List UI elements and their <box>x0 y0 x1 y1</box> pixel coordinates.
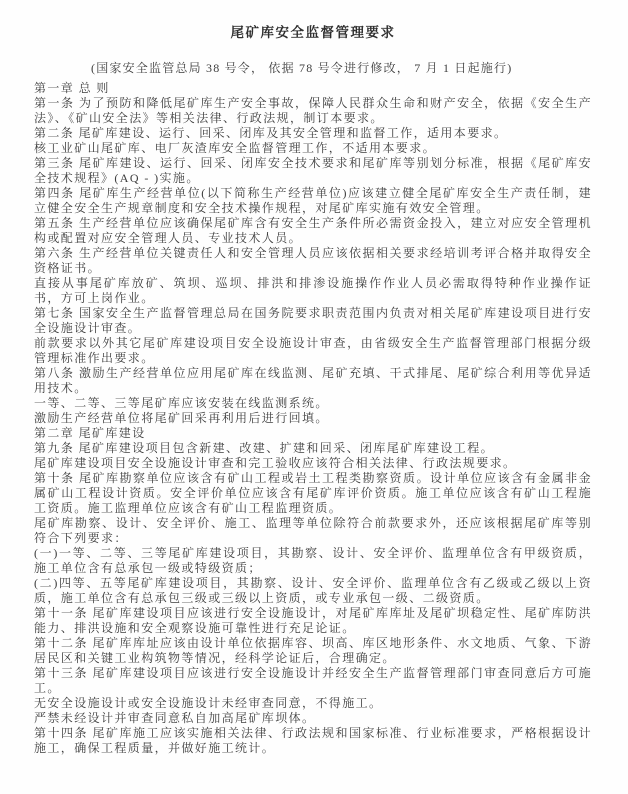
paragraph: 第十一条 尾矿库建设项目应该进行安全设施设计，对尾矿库库址及尾矿坝稳定性、尾矿库防洪能力、排洪设施和安全观察设施可靠性进行充足论证。 <box>34 606 592 635</box>
paragraph: 第十二条 尾矿库库址应该由设计单位依据库容、坝高、库区地形条件、水文地质、气象、下游居民区和关键工业构筑物等情况，经科学论证后，合理确定。 <box>34 636 592 665</box>
paragraph: 严禁未经设计并审查同意私自加高尾矿库坝体。 <box>34 711 316 725</box>
paragraph: 第一条 为了预防和降低尾矿库生产安全事故，保障人民群众生命和财产安全，依据《安全生产法》、《矿山安全法》等相关法律、行政法规，制订本要求。 <box>34 96 592 125</box>
paragraph: 第六条 生产经营单位关键责任人和安全管理人员应该依据相关要求经培训考评合格并取得安全资格证书。 <box>34 246 592 275</box>
paragraph: 第三条 尾矿库建设、运行、回采、闭库安全技术要求和尾矿库等别划分标准，根据《尾矿库安全技术规程》(AQ - )实施。 <box>34 156 592 185</box>
paragraph: 第二章 尾矿库建设 <box>34 426 146 440</box>
paragraph: 一等、二等、三等尾矿库应该安装在线监测系统。 <box>34 396 329 410</box>
paragraph: 第十三条 尾矿库建设项目应该进行安全设施设计并经安全生产监督管理部门审查同意后方可施工。 <box>34 666 592 695</box>
paragraph: 直接从事尾矿库放矿、筑坝、巡坝、排洪和排渗设施操作作业人员必需取得特种作业操作证书，方可上岗作业。 <box>34 276 592 305</box>
paragraph: 第二条 尾矿库建设、运行、回采、闭库及其安全管理和监督工作，适用本要求。 <box>34 126 508 140</box>
document-title: 尾矿库安全监督管理要求 <box>230 25 396 40</box>
paragraph: 第九条 尾矿库建设项目包含新建、改建、扩建和回采、闭库尾矿库建设工程。 <box>34 441 495 455</box>
paragraph: 第五条 生产经营单位应该确保尾矿库含有安全生产条件所必需资金投入，建立对应安全管理机构或配置对应安全管理人员、专业技术人员。 <box>34 216 592 245</box>
paragraph: 前款要求以外其它尾矿库建设项目安全设施设计审查，由省级安全生产监督管理部门根据分级管理标准作出要求。 <box>34 336 592 365</box>
paragraph: 第四条 尾矿库生产经营单位(以下简称生产经营单位)应该建立健全尾矿库安全生产责任制，建立健全安全生产规章制度和安全技术操作规程，对尾矿库实施有效安全管理。 <box>34 186 592 215</box>
paragraph: 尾矿库勘察、设计、安全评价、施工、监理等单位除符合前款要求外，还应该根据尾矿库等别符合下列要求： <box>34 516 592 545</box>
paragraph: 第一章 总 则 <box>34 81 110 95</box>
paragraph: 无安全设施设计或安全设施设计未经审查同意，不得施工。 <box>34 696 383 710</box>
document-body <box>34 81 592 756</box>
paragraph: 第十条 尾矿库勘察单位应该含有矿山工程或岩土工程类勘察资质。设计单位应该含有金属非金属矿山工程设计资质。安全评价单位应该含有尾矿库评价资质。施工单位应该含有矿山工程施工资质。施工监理单位应该含有矿山工程监理资质。 <box>34 471 592 515</box>
paragraph: 第七条 国家安全生产监督管理总局在国务院要求职责范围内负责对相关尾矿库建设项目进行安全设施设计审查。 <box>34 306 592 335</box>
paragraph: (一)一等、二等、三等尾矿库建设项目，其勘察、设计、安全评价、监理单位含有甲级资质，施工单位含有总承包一级或特级资质； <box>34 546 592 575</box>
paragraph: 核工业矿山尾矿库、电厂灰渣库安全监督管理工作，不适用本要求。 <box>34 141 437 155</box>
paragraph: 激励生产经营单位将尾矿回采再利用后进行回填。 <box>34 411 329 425</box>
document-subtitle: (国家安全监管总局 38 号令， 依据 78 号令进行修改， 7 月 1 日起施行) <box>91 61 513 75</box>
paragraph: 第十四条 尾矿库施工应该实施相关法律、行政法规和国家标准、行业标准要求，严格根据设计施工，确保工程质量，并做好施工统计。 <box>34 726 592 755</box>
paragraph: 第八条 激励生产经营单位应用尾矿库在线监测、尾矿充填、干式排尾、尾矿综合利用等优异适用技术。 <box>34 366 592 395</box>
paragraph: 尾矿库建设项目安全设施设计审查和完工验收应该符合相关法律、行政法规要求。 <box>34 456 517 470</box>
paragraph: (二)四等、五等尾矿库建设项目，其勘察、设计、安全评价、监理单位含有乙级或乙级以上资质，施工单位含有总承包三级或三级以上资质，或专业承包一级、二级资质。 <box>34 576 592 605</box>
